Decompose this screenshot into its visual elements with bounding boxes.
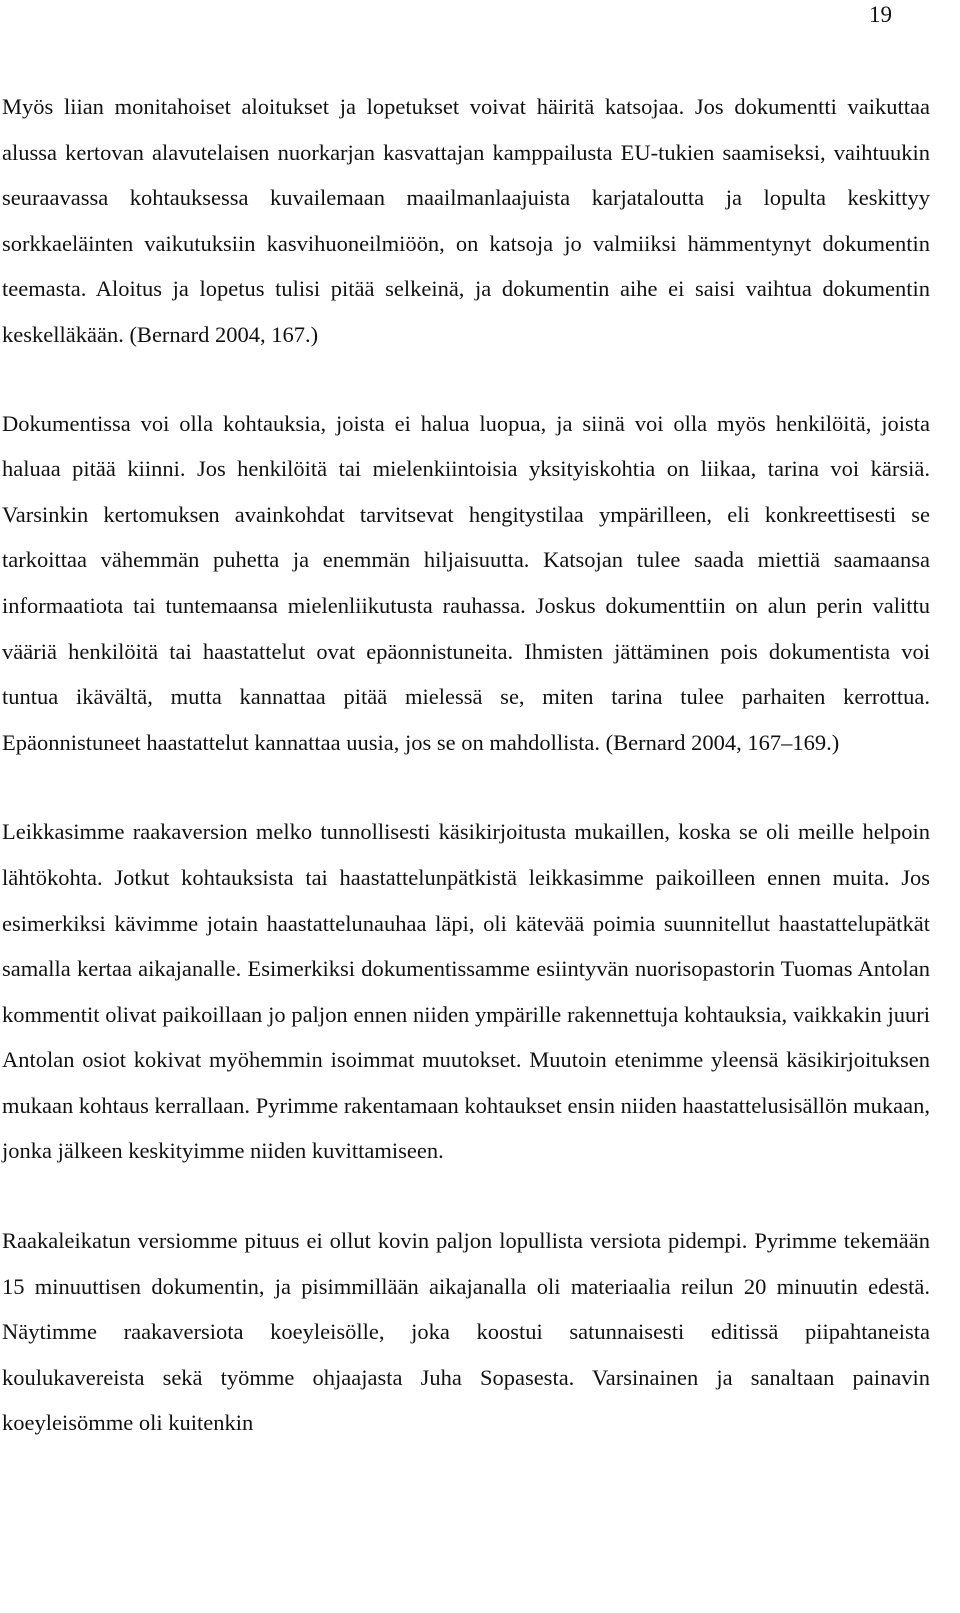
page-number: 19 <box>869 2 892 27</box>
paragraph-scenes-and-people: Dokumentissa voi olla kohtauksia, joista ei halua luopua, ja siinä voi olla myös henkilöitä, joista haluaa pitää kiinni. Jos henkilöitä tai mielenkiintoisia yksityiskohtia on liikaa, tarina voi kärsiä. Varsinkin kertomuksen avainkohdat tarvitsevat hengitystilaa ympärilleen, eli konkreettisesti se tarkoittaa vähemmän puhetta ja enemmän hiljaisuutta. Katsojan tulee saada miettiä saamaansa informaatiota tai tuntemaansa mielenliikutusta rauhassa. Joskus dokumenttiin on alun perin valittu vääriä henkilöitä tai haastattelut ovat epäonnistuneita. Ihmisten jättäminen pois dokumentista voi tuntua ikävältä, mutta kannattaa pitää mielessä se, miten tarina tulee parhaiten kerrottua. Epäonnistuneet haastattelut kannattaa uusia, jos se on mahdollista. (Bernard 2004, 167–169.) <box>2 410 930 755</box>
paragraph-rough-cut-editing: Leikkasimme raakaversion melko tunnollisesti käsikirjoitusta mukaillen, koska se oli meille helpoin lähtökohta. Jotkut kohtauksista tai haastattelunpätkistä leikkasimme paikoilleen ennen muita. Jos esimerkiksi kävimme jotain haastattelunauhaa läpi, oli kätevää poimia suunnitellut haastattelupätkät samalla kertaa aikajanalle. Esimerkiksi dokumentissamme esiintyvän nuorisopastorin Tuomas Antolan kommentit olivat paikoillaan jo paljon ennen niiden ympärille rakennettuja kohtauksia, vaikkakin juuri Antolan osiot kokivat myöhemmin isoimmat muutokset. Muutoin etenimme yleensä käsikirjoituksen mukaan kohtaus kerrallaan. Pyrimme rakentamaan kohtaukset ensin niiden haastattelusisällön mukaan, jonka jälkeen keskityimme niiden kuvittamiseen. <box>2 819 930 1164</box>
paragraph-opening-and-ending: Myös liian monitahoiset aloitukset ja lopetukset voivat häiritä katsojaa. Jos dokumentti vaikuttaa alussa kertovan alavutelaisen nuorkarjan kasvattajan kamppailusta EU-tukien saamiseksi, vaihtuukin seuraavassa kohtauksessa kuvailemaan maailmanlaajuista karjataloutta ja lopulta keskittyy sorkkaeläinten vaikutuksiin kasvihuoneilmiöön, on katsoja jo valmiiksi hämmentynyt dokumentin teemasta. Aloitus ja lopetus tulisi pitää selkeinä, ja dokumentin aihe ei saisi vaihtua dokumentin keskelläkään. (Bernard 2004, 167.) <box>2 94 930 347</box>
document-body <box>2 84 930 1446</box>
paragraph-rough-cut-length: Raakaleikatun versiomme pituus ei ollut kovin paljon lopullista versiota pidempi. Pyrimme tekemään 15 minuuttisen dokumentin, ja pisimmillään aikajanalla oli materiaalia reilun 20 minuutin edestä. Näytimme raakaversiota koeyleisölle, joka koostui satunnaisesti editissä piipahtaneista koulukavereista sekä työmme ohjaajasta Juha Sopasesta. Varsinainen ja sanaltaan painavin koeyleisömme oli kuitenkin <box>2 1228 930 1436</box>
